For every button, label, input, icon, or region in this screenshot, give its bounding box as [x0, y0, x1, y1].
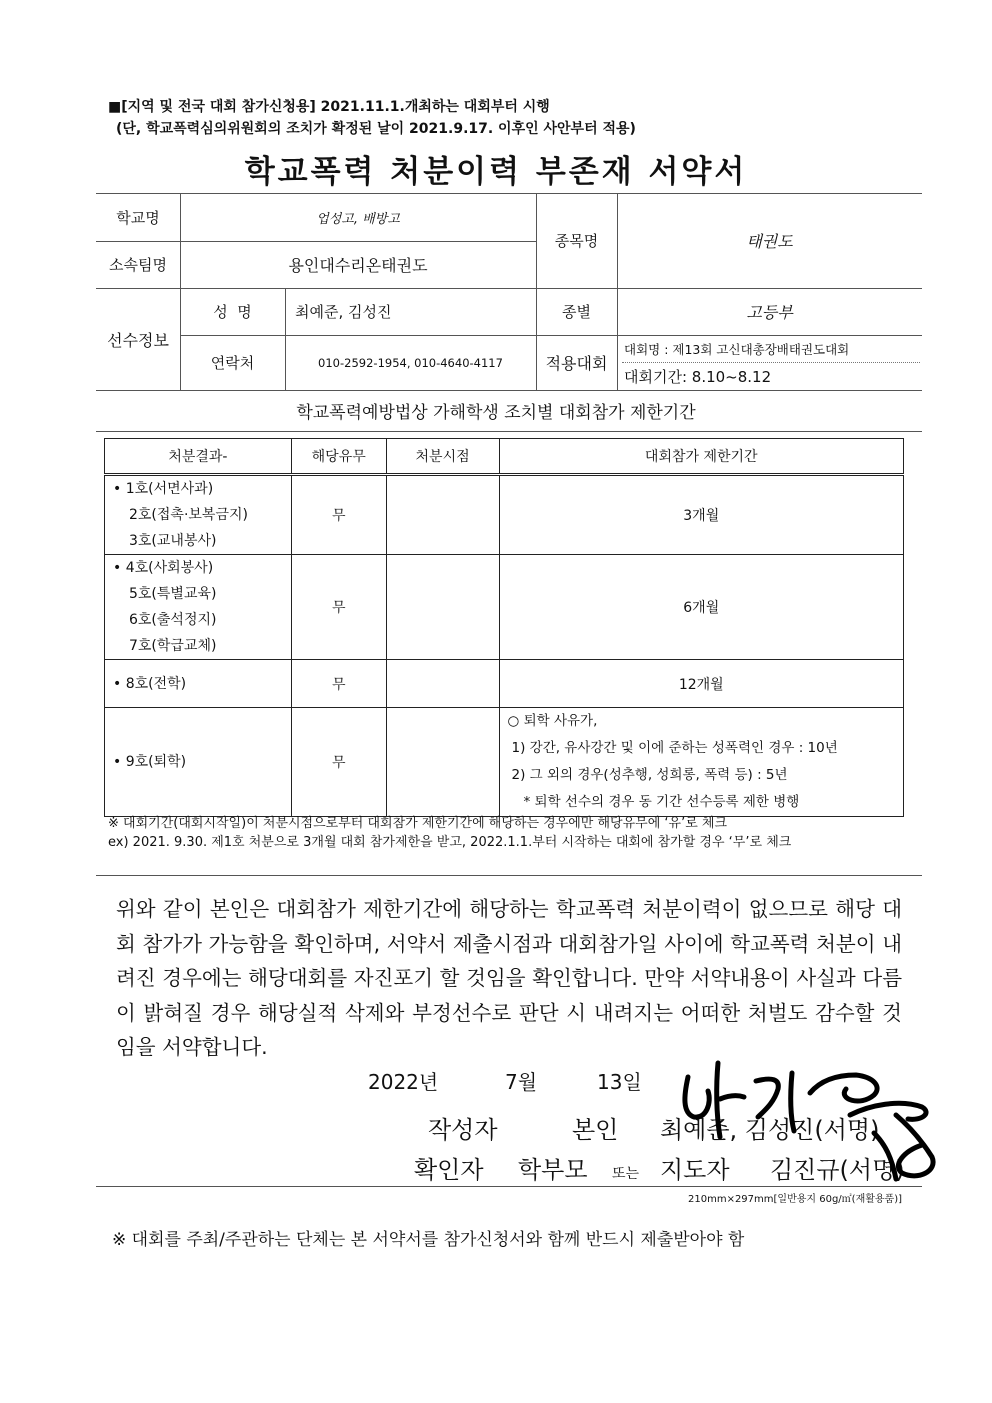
footnote-2: ex) 2021. 9.30. 제1호 처분으로 3개월 대회 참가제한을 받고, 2022.1.1.부터 시작하는 대회에 참가할 경우 ‘무’로 체크: [108, 835, 792, 850]
period-note-line: * 퇴학 선수의 경우 동 기간 선수등록 제한 병행: [523, 794, 800, 810]
time-cell: [386, 555, 499, 660]
date-year: 2022년: [368, 1070, 439, 1094]
result-cell: [105, 555, 292, 660]
result-item: • 9호(퇴학): [113, 754, 187, 770]
table-header-row: [105, 439, 904, 475]
result-item: 3호(교내봉사): [129, 533, 217, 549]
division-value: 고등부: [746, 303, 793, 322]
division-label: 종별: [562, 303, 591, 321]
table-row: [105, 555, 904, 660]
result-item: 2호(접촉·보복금지): [129, 507, 248, 523]
confirmer-role-2: 지도자: [660, 1156, 730, 1184]
writer-label: 작성자: [428, 1116, 498, 1144]
confirmer-name: 김진규(서명): [770, 1156, 905, 1184]
school-label: 학교명: [116, 208, 160, 227]
result-cell: [105, 660, 292, 708]
player-info-label: 선수정보: [107, 330, 169, 350]
notice-line-2: (단, 학교폭력심의위원회의 조치가 확정된 날이 2021.9.17. 이후인 사안부터 적용): [116, 121, 636, 137]
writer-role: 본인: [572, 1116, 619, 1144]
school-value: 업성고, 배방고: [316, 211, 400, 227]
period-note-line: 2) 그 외의 경우(성추행, 성희롱, 폭력 등) : 5년: [511, 767, 788, 783]
header-result: 처분결과-: [105, 439, 292, 475]
name-value: 최예준, 김성진: [295, 303, 392, 321]
pledge-text: 위와 같이 본인은 대회참가 제한기간에 해당하는 학교폭력 처분이력이 없으므로 해당 대회 참가가 가능함을 확인하며, 서약서 제출시점과 대회참가일 사이에 학교폭력 처분이 내려진 경우에는 해당대회를 자진포기 할 것임을 확인합니다. 만약 서약내용이 사실과 다름이 밝혀질 경우 해당실적 삭제와 부정선수로 판단 시 내려지는 어떠한 처벌도 감수할 것임을 서약합니다.: [116, 897, 902, 1059]
applicable-cell: 무: [291, 555, 386, 660]
restriction-title: 학교폭력예방법상 가해학생 조치별 대회참가 제한기간: [296, 403, 696, 423]
period-note-line: ○ 퇴학 사유가,: [507, 713, 598, 729]
period-cell: 3개월: [499, 475, 904, 555]
team-label: 소속팀명: [109, 256, 167, 274]
date-month: 7월: [505, 1070, 538, 1094]
result-item: 6호(출석정지): [129, 612, 217, 628]
confirmer-or: 또는: [612, 1166, 640, 1182]
handwritten-signature-icon: [660, 1055, 960, 1195]
period-cell: [499, 708, 904, 817]
bottom-note: ※ 대회를 주최/주관하는 단체는 본 서약서를 참가신청서와 함께 반드시 제출받아야 함: [112, 1230, 745, 1250]
contact-value: 010-2592-1954, 010-4640-4117: [318, 355, 503, 370]
contact-label: 연락처: [210, 354, 255, 372]
table-row: [105, 708, 904, 817]
signature-rule: [96, 1186, 922, 1187]
time-cell: [386, 475, 499, 555]
restriction-title-rule: [96, 431, 922, 432]
info-bottom-rule: [96, 390, 922, 391]
event-period: 대회기간: 8.10~8.12: [624, 368, 772, 386]
period-cell: 12개월: [499, 660, 904, 708]
period-cell: 6개월: [499, 555, 904, 660]
event-label: 적용대회: [545, 354, 608, 373]
date-day: 13일: [597, 1070, 642, 1094]
confirmer-label: 확인자: [414, 1156, 484, 1184]
event-name: 대회명 : 제13회 고신대총장배태권도대회: [624, 342, 850, 357]
team-value: 용인대수리온태권도: [288, 256, 428, 275]
restriction-table: [104, 438, 904, 817]
result-item: 5호(특별교육): [129, 586, 217, 602]
header-time: 처분시점: [386, 439, 499, 475]
result-cell: [105, 475, 292, 555]
applicable-cell: 무: [291, 708, 386, 817]
sport-value: 태권도: [746, 232, 793, 251]
period-note-line: 1) 강간, 유사강간 및 이에 준하는 성폭력인 경우 : 10년: [511, 740, 838, 756]
name-label: 성 명: [213, 303, 252, 321]
result-item: • 1호(서면사과): [113, 481, 214, 497]
footnote-rule: [96, 875, 922, 876]
time-cell: [386, 708, 499, 817]
sport-label: 종목명: [554, 232, 599, 250]
header-applicable: 해당유무: [291, 439, 386, 475]
applicable-cell: 무: [291, 660, 386, 708]
writer-name: 최예준, 김성진(서명): [660, 1116, 880, 1144]
time-cell: [386, 660, 499, 708]
confirmer-role: 학부모: [518, 1156, 588, 1184]
table-row: [105, 660, 904, 708]
header-period: 대회참가 제한기간: [499, 439, 904, 475]
footnote-1: ※ 대회기간(대회시작일)이 처분시점으로부터 대회참가 제한기간에 해당하는 경우에만 해당유무에 ‘유’로 체크: [108, 816, 728, 831]
document-title: 학교폭력 처분이력 부존재 서약서: [244, 154, 748, 190]
result-cell: [105, 708, 292, 817]
notice-line-1: ■[지역 및 전국 대회 참가신청용] 2021.11.1.개최하는 대회부터 시행: [108, 99, 550, 115]
table-row: [105, 475, 904, 555]
result-item: 7호(학급교체): [129, 638, 217, 654]
paper-spec: 210mm×297mm[일반용지 60g/㎡(재활용품)]: [688, 1194, 903, 1205]
applicable-cell: 무: [291, 475, 386, 555]
result-item: • 8호(전학): [113, 675, 187, 692]
result-item: • 4호(사회봉사): [113, 560, 214, 576]
